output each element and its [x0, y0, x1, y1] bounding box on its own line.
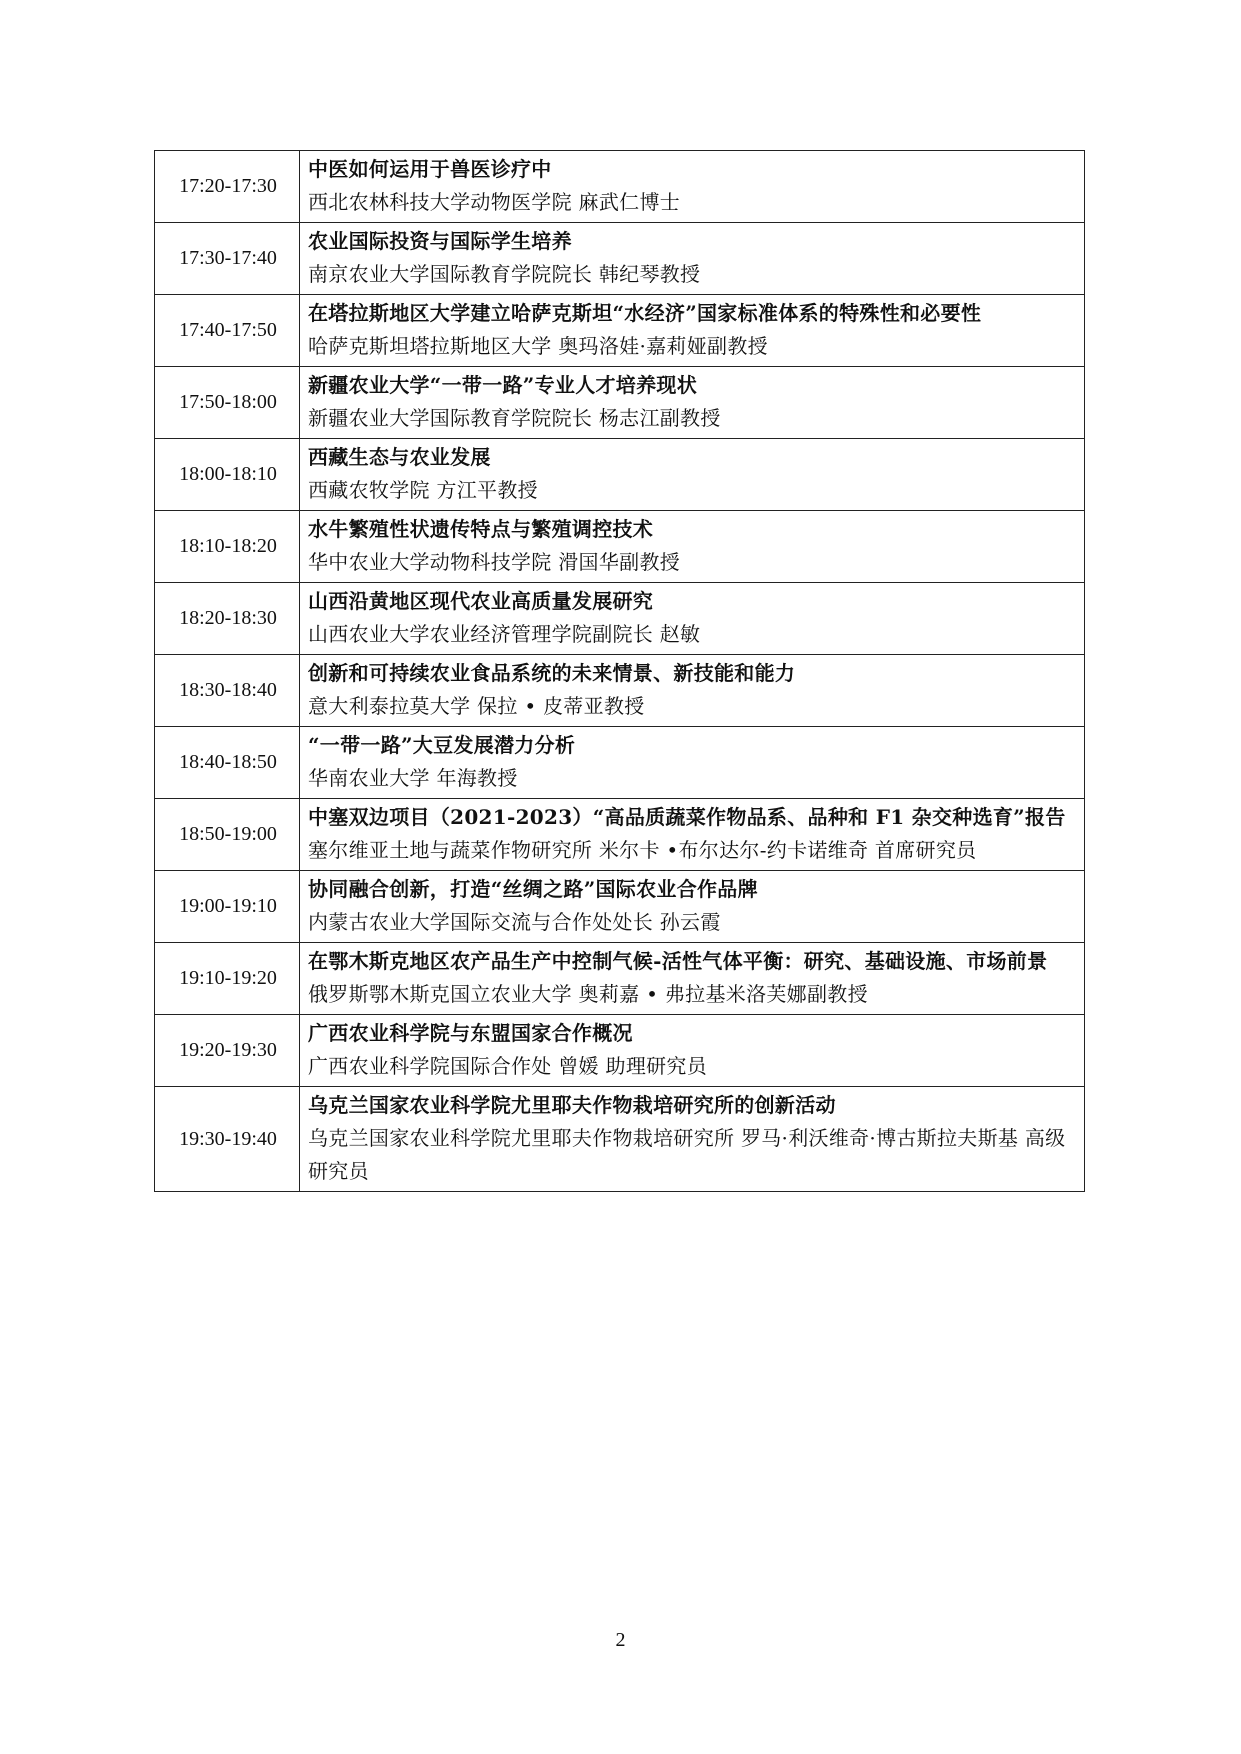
- table-row: [155, 295, 1085, 367]
- talk-speaker: 西北农林科技大学动物医学院 麻武仁博士: [308, 190, 681, 214]
- talk-cell: [300, 799, 1085, 871]
- table-row: [155, 1087, 1085, 1192]
- time-slot: 19:00-19:10: [155, 871, 300, 943]
- talk-cell: [300, 151, 1085, 223]
- talk-speaker: 南京农业大学国际教育学院院长 韩纪琴教授: [308, 262, 701, 286]
- talk-title: 水牛繁殖性状遗传特点与繁殖调控技术: [308, 517, 654, 541]
- talk-speaker: 俄罗斯鄂木斯克国立农业大学 奥莉嘉 • 弗拉基米洛芙娜副教授: [308, 982, 868, 1006]
- time-slot: 17:20-17:30: [155, 151, 300, 223]
- talk-speaker: 塞尔维亚土地与蔬菜作物研究所 米尔卡 •布尔达尔-约卡诺维奇 首席研究员: [308, 838, 977, 862]
- time-slot: 19:10-19:20: [155, 943, 300, 1015]
- talk-cell: [300, 727, 1085, 799]
- talk-title: 在鄂木斯克地区农产品生产中控制气候-活性气体平衡：研究、基础设施、市场前景: [308, 949, 1048, 973]
- time-slot: 18:40-18:50: [155, 727, 300, 799]
- table-row: [155, 583, 1085, 655]
- talk-title: 西藏生态与农业发展: [308, 445, 491, 469]
- talk-title: 中医如何运用于兽医诊疗中: [308, 157, 552, 181]
- talk-speaker: 华南农业大学 年海教授: [308, 766, 518, 790]
- table-row: [155, 367, 1085, 439]
- table-row: [155, 871, 1085, 943]
- talk-speaker: 华中农业大学动物科技学院 滑国华副教授: [308, 550, 681, 574]
- table-row: [155, 511, 1085, 583]
- talk-title: 创新和可持续农业食品系统的未来情景、新技能和能力: [308, 661, 796, 685]
- schedule-body: [155, 151, 1085, 1192]
- talk-speaker: 乌克兰国家农业科学院尤里耶夫作物栽培研究所 罗马·利沃维奇·博古斯拉夫斯基 高级研究员: [308, 1126, 1066, 1183]
- talk-speaker: 山西农业大学农业经济管理学院副院长 赵敏: [308, 622, 701, 646]
- table-row: [155, 223, 1085, 295]
- time-slot: 18:30-18:40: [155, 655, 300, 727]
- talk-speaker: 广西农业科学院国际合作处 曾媛 助理研究员: [308, 1054, 708, 1078]
- talk-cell: [300, 439, 1085, 511]
- time-slot: 17:30-17:40: [155, 223, 300, 295]
- table-row: [155, 439, 1085, 511]
- talk-cell: [300, 1015, 1085, 1087]
- talk-title: 山西沿黄地区现代农业高质量发展研究: [308, 589, 654, 613]
- talk-title: 广西农业科学院与东盟国家合作概况: [308, 1021, 633, 1045]
- talk-speaker: 哈萨克斯坦塔拉斯地区大学 奥玛洛娃·嘉莉娅副教授: [308, 334, 768, 358]
- talk-cell: [300, 655, 1085, 727]
- talk-cell: [300, 1087, 1085, 1192]
- talk-cell: [300, 295, 1085, 367]
- talk-speaker: 意大利泰拉莫大学 保拉 • 皮蒂亚教授: [308, 694, 645, 718]
- page-number: 2: [615, 1629, 626, 1651]
- talk-title: 乌克兰国家农业科学院尤里耶夫作物栽培研究所的创新活动: [308, 1093, 836, 1117]
- time-slot: 18:50-19:00: [155, 799, 300, 871]
- talk-title: 新疆农业大学“一带一路”专业人才培养现状: [308, 373, 698, 397]
- talk-cell: [300, 223, 1085, 295]
- table-row: [155, 655, 1085, 727]
- talk-speaker: 内蒙古农业大学国际交流与合作处处长 孙云霞: [308, 910, 721, 934]
- time-slot: 19:30-19:40: [155, 1087, 300, 1192]
- talk-cell: [300, 367, 1085, 439]
- time-slot: 17:40-17:50: [155, 295, 300, 367]
- talk-cell: [300, 871, 1085, 943]
- table-row: [155, 151, 1085, 223]
- talk-title: 中塞双边项目（2021-2023）“高品质蔬菜作物品系、品种和 F1 杂交种选育”报告: [308, 805, 1066, 829]
- talk-title: “一带一路”大豆发展潜力分析: [308, 733, 576, 757]
- time-slot: 18:20-18:30: [155, 583, 300, 655]
- table-row: [155, 1015, 1085, 1087]
- talk-cell: [300, 511, 1085, 583]
- time-slot: 19:20-19:30: [155, 1015, 300, 1087]
- talk-cell: [300, 943, 1085, 1015]
- table-row: [155, 799, 1085, 871]
- talk-speaker: 新疆农业大学国际教育学院院长 杨志江副教授: [308, 406, 721, 430]
- time-slot: 17:50-18:00: [155, 367, 300, 439]
- table-row: [155, 727, 1085, 799]
- table-row: [155, 943, 1085, 1015]
- time-slot: 18:10-18:20: [155, 511, 300, 583]
- talk-speaker: 西藏农牧学院 方江平教授: [308, 478, 538, 502]
- schedule-table: [154, 150, 1085, 1192]
- talk-title: 在塔拉斯地区大学建立哈萨克斯坦“水经济”国家标准体系的特殊性和必要性: [308, 301, 982, 325]
- talk-title: 协同融合创新，打造“丝绸之路”国际农业合作品牌: [308, 877, 758, 901]
- talk-title: 农业国际投资与国际学生培养: [308, 229, 572, 253]
- talk-cell: [300, 583, 1085, 655]
- time-slot: 18:00-18:10: [155, 439, 300, 511]
